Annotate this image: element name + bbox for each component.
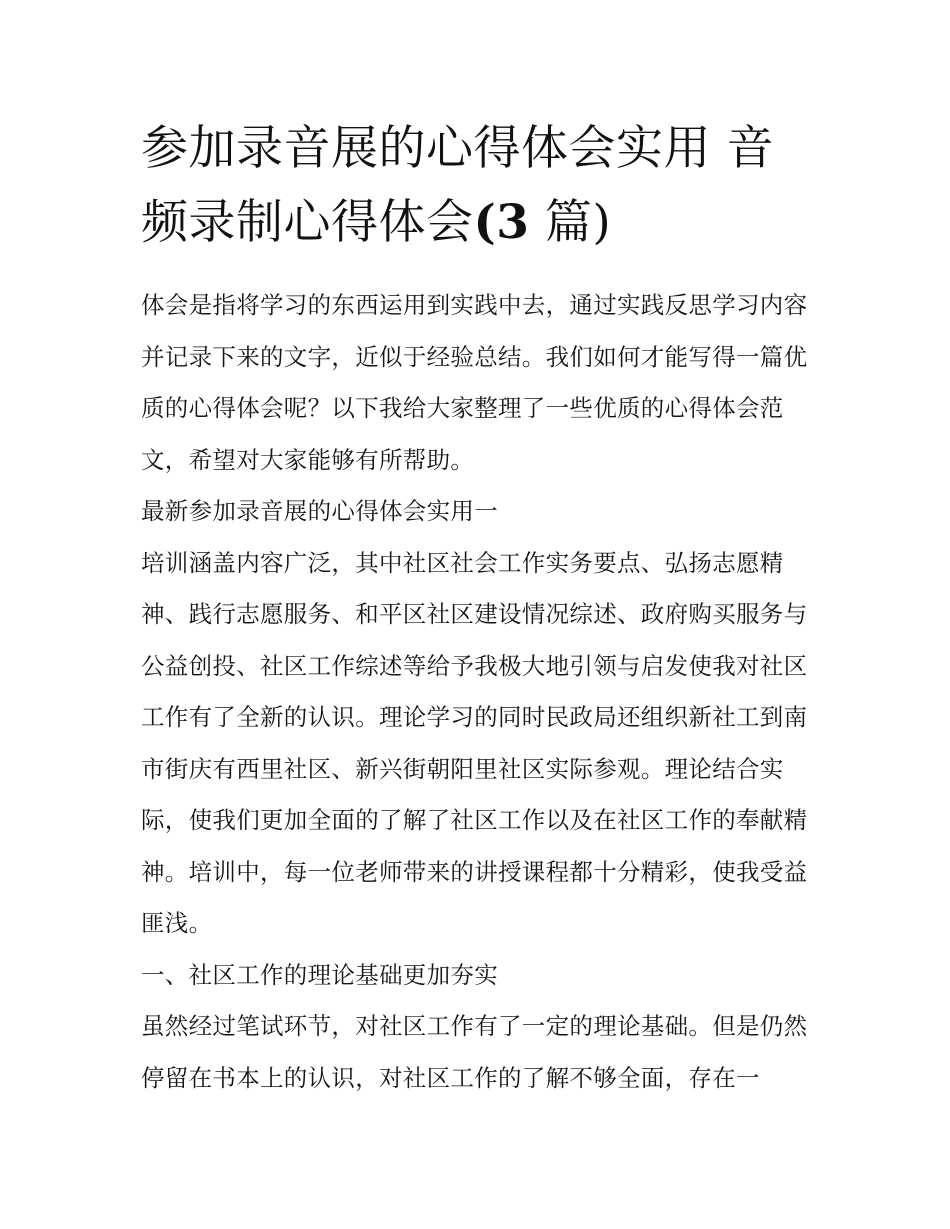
document-title — [141, 112, 813, 260]
subsection-heading: 一、社区工作的理论基础更加夯实 — [141, 960, 498, 989]
document-content — [141, 112, 813, 1104]
body-paragraph: 培训涵盖内容广泛，其中社区社会工作实务要点、弘扬志愿精神、践行志愿服务、和平区社区建设情况综述、政府购买服务与公益创投、社区工作综述等给予我极大地引领与启发使我对社区工作有了全新的认识。理论学习的同时民政局还组织新社工到南市街庆有西里社区、新兴街朝阳里社区实际参观。理论结合实际，使我们更加全面的了解了社区工作以及在社区工作的奉献精神。培训中，每一位老师带来的讲授课程都十分精彩，使我受益匪浅。 — [141, 548, 808, 937]
section-heading: 最新参加录音展的心得体会实用一 — [141, 497, 498, 525]
title-suffix: 篇) — [529, 195, 612, 250]
intro-paragraph: 体会是指将学习的东西运用到实践中去，通过实践反思学习内容并记录下来的文字，近似于经验总结。我们如何才能写得一篇优质的心得体会呢？以下我给大家整理了一些优质的心得体会范文，希望对大家能够有所帮助。 — [141, 291, 808, 474]
body-paragraph: 虽然经过笔试环节，对社区工作有了一定的理论基础。但是仍然停留在书本上的认识，对社区工作的了解不够全面，存在一 — [141, 1012, 808, 1092]
title-main: 参加录音展的心得体会实用 音频录制心得体会 — [141, 121, 774, 250]
title-count: (3 — [473, 195, 530, 250]
